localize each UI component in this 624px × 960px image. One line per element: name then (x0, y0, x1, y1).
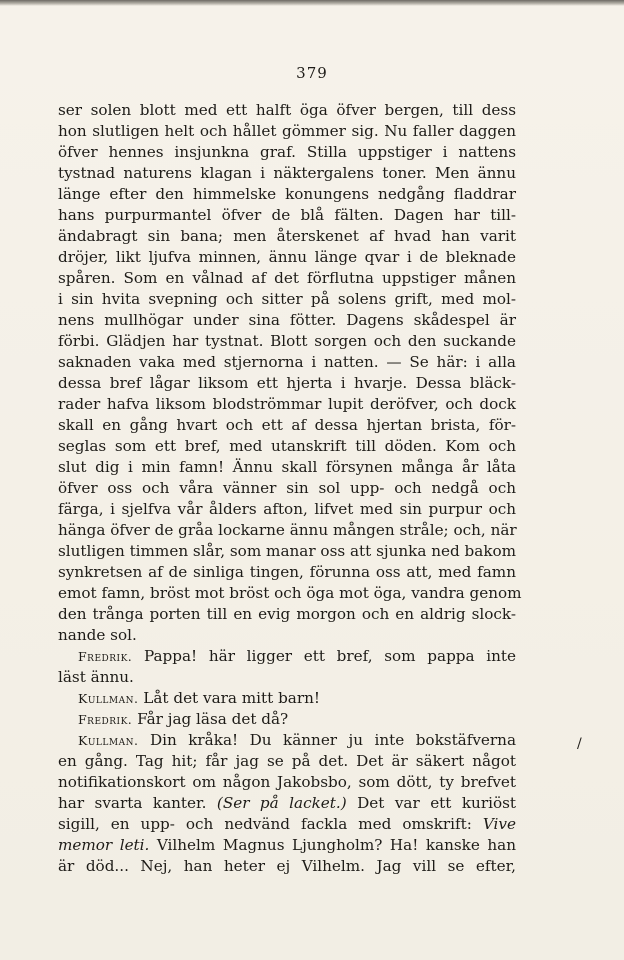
speaker-name: Fredrik. (78, 649, 133, 664)
margin-mark: / (577, 736, 582, 752)
text-line: ändabragt sin bana; men återskenet af hvad han varit (58, 227, 516, 245)
dialogue-kullman-2 (58, 730, 516, 877)
dialogue-text: Vilhelm Magnus Ljungholm? Ha! kanske han (156, 836, 517, 854)
dialogue-line (58, 646, 516, 667)
text-line: hänga öfver de gråa lockarne ännu mången stråle; och, när (58, 521, 517, 539)
text-line: öfver oss och våra vänner sin sol upp- och nedgå och (58, 479, 516, 497)
text-line: i sin hvita svepning och sitter på solens grift, med mol- (58, 290, 516, 308)
dialogue-text: Pappa! här ligger ett bref, som pappa inte (143, 647, 516, 665)
stage-direction: (Ser på lacket.) (216, 794, 347, 812)
dialogue-line (58, 730, 516, 751)
page-body (58, 100, 522, 877)
text-line: saknaden vaka med stjernorna i natten. — Se här: i alla (58, 353, 516, 371)
scan-edge-shadow (0, 0, 624, 6)
page-number: 379 (296, 64, 328, 82)
speaker-name: Fredrik. (78, 712, 133, 727)
text-line: länge efter den himmelske konungens nedgång fladdrar (58, 185, 516, 203)
text-line: slutligen timmen slår, som manar oss att sjunka ned bakom (58, 542, 517, 560)
dialogue-fredrik-1 (58, 646, 516, 688)
dialogue-line: en gång. Tag hit; får jag se på det. Det är säkert något (58, 752, 516, 770)
latin-inscription: memor leti. (58, 836, 150, 854)
text-line: skall en gång hvart och ett af dessa hjertan brista, för- (58, 416, 516, 434)
speaker-name: Kullman. (78, 733, 139, 748)
text-line: hans purpurmantel öfver de blå fälten. Dagen har till- (58, 206, 516, 224)
text-line: öfver hennes insjunkna graf. Stilla uppstiger i nattens (58, 143, 516, 161)
dialogue-text: har svarta kanter. (58, 794, 207, 812)
text-line: slut dig i min famn! Ännu skall försynen många år låta (58, 458, 516, 476)
dialogue-text: sigill, en upp- och nedvänd fackla med omskrift: (58, 815, 472, 833)
text-line: rader hafva liksom blodströmmar lupit deröfver, och dock (58, 395, 516, 413)
text-line: den trånga porten till en evig morgon och en aldrig slock- (58, 605, 516, 623)
dialogue-line (58, 814, 516, 835)
text-line: emot famn, bröst mot bröst och öga mot öga, vandra genom (58, 584, 522, 602)
text-line: hon slutligen helt och hållet gömmer sig. Nu faller daggen (58, 122, 516, 140)
speaker-name: Kullman. (78, 691, 139, 706)
text-line: förbi. Glädjen har tystnat. Blott sorgen och den suckande (58, 332, 516, 350)
dialogue-text: Får jag läsa det då? (137, 710, 289, 728)
dialogue-text: Det var ett kuriöst (357, 794, 516, 812)
text-line: synkretsen af de sinliga tingen, förunna oss att, med famn (58, 563, 516, 581)
text-line: nens mullhögar under sina fötter. Dagens skådespel är (58, 311, 516, 329)
monologue-paragraph (58, 100, 522, 646)
text-line: seglas som ett bref, med utanskrift till döden. Kom och (58, 437, 516, 455)
dialogue-line (58, 688, 516, 709)
text-line: dröjer, likt ljufva minnen, ännu länge qvar i de bleknade (58, 248, 516, 266)
dialogue-kullman-1 (58, 688, 516, 709)
latin-inscription: Vive (482, 815, 516, 833)
dialogue-line (58, 709, 516, 730)
dialogue-line: är död... Nej, han heter ej Vilhelm. Jag vill se efter, (58, 857, 516, 875)
text-line: tystnad naturens klagan i näktergalens toner. Men ännu (58, 164, 516, 182)
text-line: nande sol. (58, 626, 137, 644)
dialogue-line: läst ännu. (58, 668, 134, 686)
text-line: ser solen blott med ett halft öga öfver bergen, till dess (58, 101, 516, 119)
dialogue-text: Låt det vara mitt barn! (143, 689, 320, 707)
dialogue-line (58, 835, 516, 856)
text-line: dessa bref lågar liksom ett hjerta i hvarje. Dessa bläck- (58, 374, 516, 392)
text-line: spåren. Som en vålnad af det förflutna uppstiger månen (58, 269, 516, 287)
dialogue-fredrik-2 (58, 709, 516, 730)
dialogue-text: Din kråka! Du känner ju inte bokstäfverna (149, 731, 517, 749)
text-line: färga, i sjelfva vår ålders afton, lifvet med sin purpur och (58, 500, 516, 518)
dialogue-line: notifikationskort om någon Jakobsbo, som dött, ty brefvet (58, 773, 516, 791)
dialogue-line (58, 793, 516, 814)
